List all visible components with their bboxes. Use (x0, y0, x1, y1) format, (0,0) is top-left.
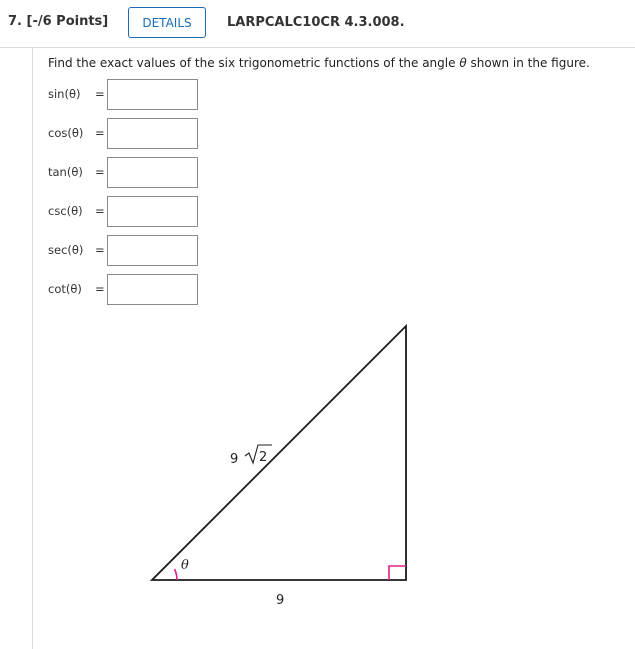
function-label-cos: cos(θ) (48, 126, 84, 140)
answer-row-cot (48, 274, 248, 305)
tan-answer-input[interactable] (107, 157, 198, 188)
equals-sign: = (95, 243, 105, 257)
function-label-sec: sec(θ) (48, 243, 84, 257)
function-label-cot: cot(θ) (48, 282, 82, 296)
equals-sign: = (95, 87, 105, 101)
base-label: 9 (276, 593, 285, 608)
question-header (0, 0, 635, 48)
cos-answer-input[interactable] (107, 118, 198, 149)
function-label-csc: csc(θ) (48, 204, 83, 218)
sec-answer-input[interactable] (107, 235, 198, 266)
angle-arc-icon (175, 569, 178, 580)
triangle-figure (140, 318, 430, 618)
answer-row-sin (48, 79, 248, 110)
equals-sign: = (95, 282, 105, 296)
hypotenuse-radicand: 2 (259, 450, 268, 465)
question-prompt (48, 56, 590, 70)
prompt-text-end: shown in the figure. (466, 56, 590, 70)
sin-answer-input[interactable] (107, 79, 198, 110)
equals-sign: = (95, 165, 105, 179)
question-number: 7. [-/6 Points] (8, 14, 109, 29)
right-angle-marker-icon (389, 566, 406, 580)
answer-row-csc (48, 196, 248, 227)
prompt-text: Find the exact values of the six trigonometric functions of the angle (48, 56, 460, 70)
answer-row-sec (48, 235, 248, 266)
hypotenuse-label (230, 445, 272, 467)
answer-row-tan (48, 157, 248, 188)
function-label-tan: tan(θ) (48, 165, 83, 179)
details-button[interactable]: DETAILS (128, 7, 206, 38)
question-id: LARPCALC10CR 4.3.008. (227, 15, 405, 30)
answer-row-cos (48, 118, 248, 149)
equals-sign: = (95, 204, 105, 218)
cot-answer-input[interactable] (107, 274, 198, 305)
csc-answer-input[interactable] (107, 196, 198, 227)
right-triangle (152, 326, 406, 580)
theta-symbol: θ (459, 56, 467, 70)
hypotenuse-coefficient: 9 (230, 452, 239, 467)
function-label-sin: sin(θ) (48, 87, 81, 101)
angle-label: θ (181, 558, 189, 573)
equals-sign: = (95, 126, 105, 140)
